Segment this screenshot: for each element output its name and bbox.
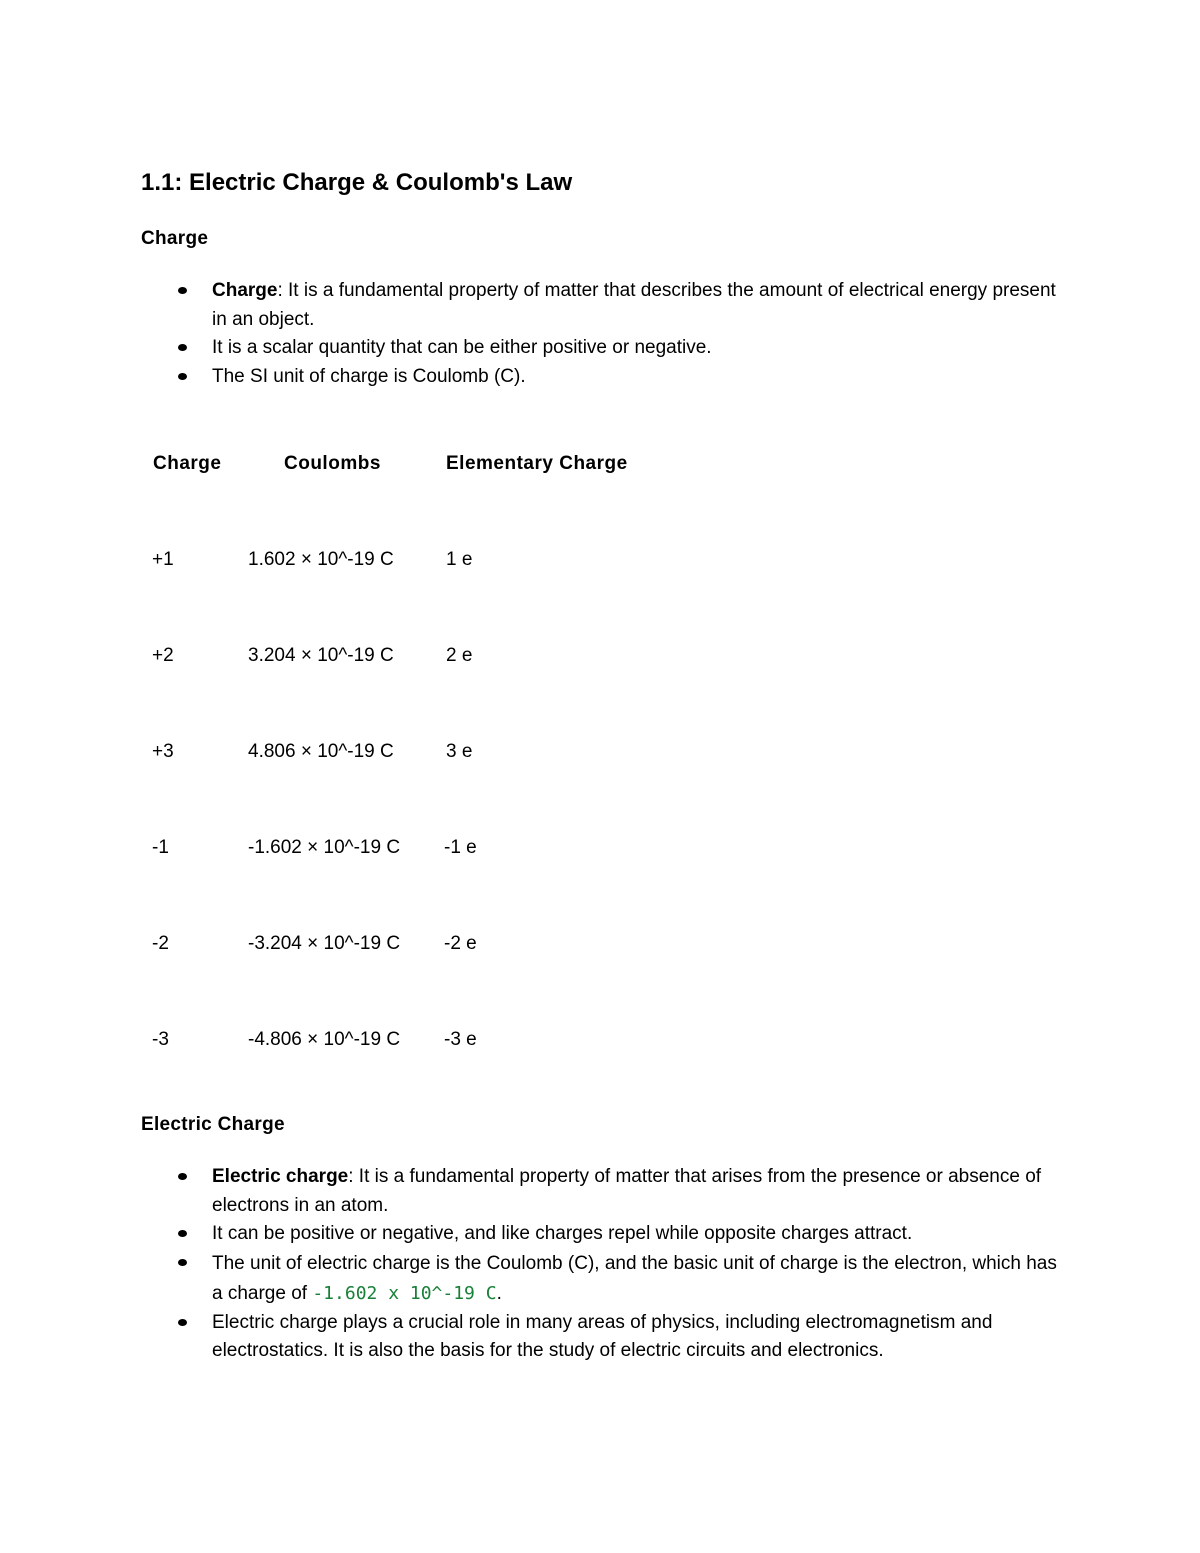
section-heading-charge: Charge bbox=[141, 228, 209, 249]
bullet-icon bbox=[178, 1259, 187, 1266]
table-cell: +3 bbox=[152, 741, 174, 762]
table-header-elementary-charge: Elementary Charge bbox=[446, 453, 628, 474]
table-cell: -3 e bbox=[444, 1029, 477, 1050]
table-cell: +1 bbox=[152, 549, 174, 570]
list-item-text: Electric charge plays a crucial role in many areas of physics, including electromagnetism and electrostatics. It is also the basis for the study of electric circuits and electronics. bbox=[212, 1311, 993, 1361]
list-item bbox=[141, 1220, 1071, 1249]
table-cell: -1 e bbox=[444, 837, 477, 858]
bullet-icon bbox=[178, 1319, 187, 1326]
page-title: 1.1: Electric Charge & Coulomb's Law bbox=[141, 169, 573, 196]
list-item-text: : It is a fundamental property of matter that describes the amount of electrical energy present in an object. bbox=[212, 280, 1056, 330]
list-item-text-end: . bbox=[496, 1282, 502, 1304]
list-item bbox=[141, 334, 1071, 363]
electron-charge-code: -1.602 x 10^-19 C bbox=[312, 1282, 497, 1304]
table-header-coulombs: Coulombs bbox=[284, 453, 381, 474]
bullet-icon bbox=[178, 344, 187, 351]
list-item-text: : It is a fundamental property of matter that arises from the presence or absence of electrons in an atom. bbox=[212, 1166, 1042, 1216]
table-cell: 1 e bbox=[446, 549, 473, 570]
table-header-charge: Charge bbox=[153, 453, 222, 474]
bullet-icon bbox=[178, 373, 187, 380]
term-electric-charge: Electric charge bbox=[212, 1166, 349, 1187]
term-charge: Charge bbox=[212, 280, 278, 301]
bullet-icon bbox=[178, 1173, 187, 1180]
bullet-icon bbox=[178, 1230, 187, 1237]
table-cell: -3 bbox=[152, 1029, 169, 1050]
table-cell: -2 bbox=[152, 933, 169, 954]
charge-bullet-list bbox=[141, 277, 1071, 391]
table-cell: -4.806 × 10^-19 C bbox=[248, 1029, 401, 1050]
table-cell: 1.602 × 10^-19 C bbox=[248, 549, 394, 570]
list-item bbox=[141, 1249, 1071, 1309]
table-cell: 3.204 × 10^-19 C bbox=[248, 645, 394, 666]
table-cell: -2 e bbox=[444, 933, 477, 954]
list-item-text: It can be positive or negative, and like charges repel while opposite charges attract. bbox=[212, 1223, 913, 1244]
section-heading-electric-charge: Electric Charge bbox=[141, 1114, 285, 1135]
bullet-icon bbox=[178, 287, 187, 294]
list-item bbox=[141, 277, 1071, 334]
list-item-text: It is a scalar quantity that can be either positive or negative. bbox=[212, 337, 712, 358]
table-cell: +2 bbox=[152, 645, 174, 666]
table-cell: 3 e bbox=[446, 741, 473, 762]
list-item bbox=[141, 363, 1071, 392]
table-cell: -1.602 × 10^-19 C bbox=[248, 837, 401, 858]
table-cell: 4.806 × 10^-19 C bbox=[248, 741, 394, 762]
list-item-text: The SI unit of charge is Coulomb (C). bbox=[212, 365, 526, 387]
table-cell: 2 e bbox=[446, 645, 473, 666]
table-cell: -1 bbox=[152, 837, 169, 858]
list-item bbox=[141, 1163, 1071, 1220]
table-cell: -3.204 × 10^-19 C bbox=[248, 933, 401, 954]
electric-charge-bullet-list bbox=[141, 1163, 1071, 1366]
list-item bbox=[141, 1309, 1071, 1366]
list-item-text: The unit of electric charge is the Coulomb (C), and the basic unit of charge is the electron, which has a charge of bbox=[212, 1252, 1057, 1304]
